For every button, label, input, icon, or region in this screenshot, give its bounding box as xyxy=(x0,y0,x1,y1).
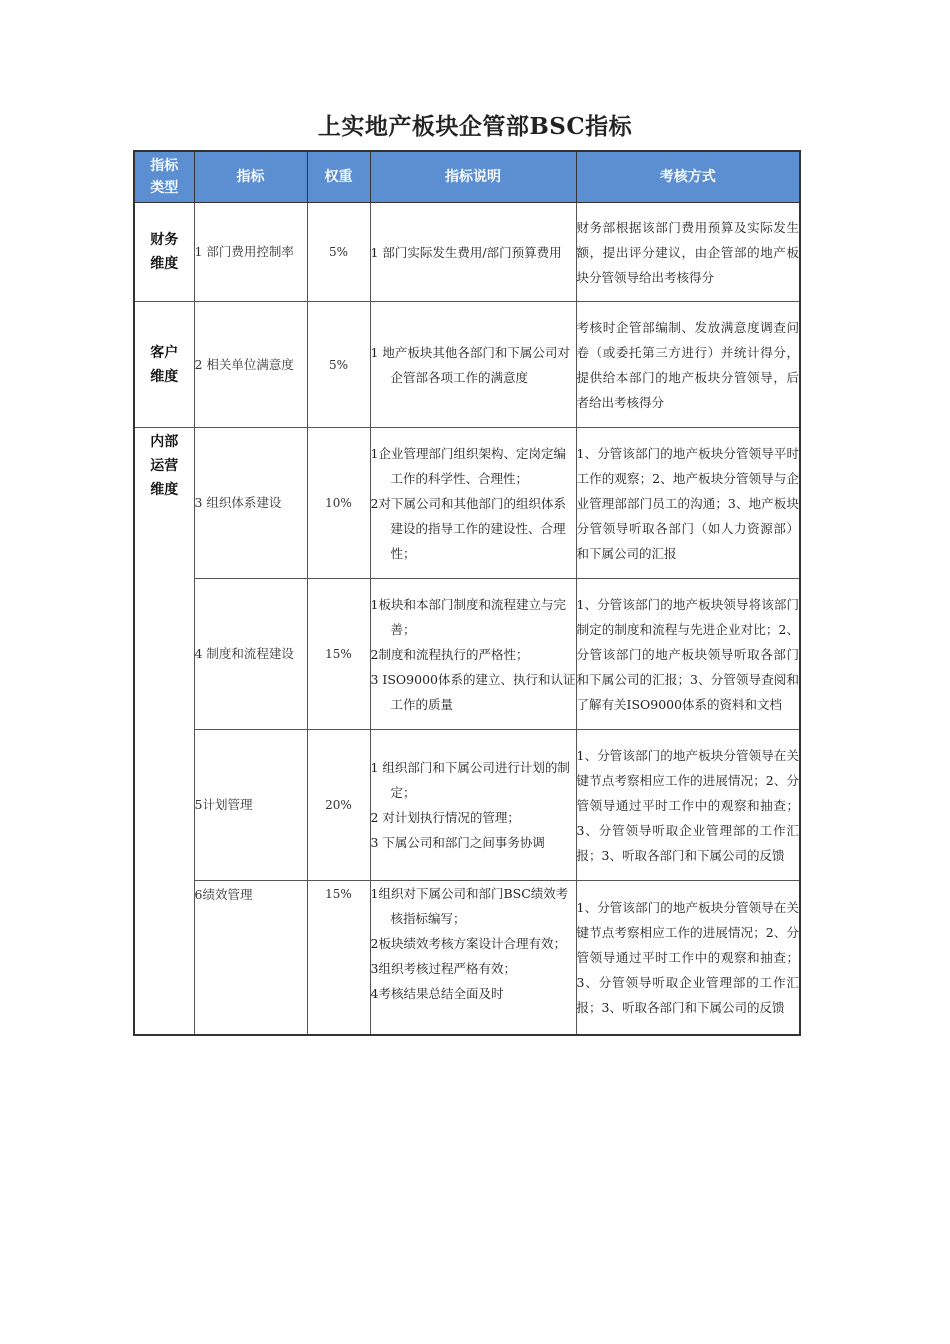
page-title: 上实地产板块企管部BSC指标 xyxy=(317,113,633,140)
table-header-row xyxy=(134,151,800,203)
indicator-name: 2 相关单位满意度 xyxy=(194,356,294,372)
indicator-cell xyxy=(194,428,307,579)
method-cell: 财务部根据该部门费用预算及实际发生额，提出评分建议，由企管部的地产板块分管领导给出考核得分 xyxy=(576,203,800,302)
category-customer xyxy=(134,302,194,428)
description-line: 1企业管理部门组织架构、定岗定编工作的科学性、合理性； xyxy=(370,445,566,486)
category-internal-label: 内部运营维度 xyxy=(150,434,179,498)
header-weight: 权重 xyxy=(307,151,370,203)
description-line: 1 部门实际发生费用/部门预算费用 xyxy=(370,244,562,260)
weight-cell: 5% xyxy=(307,302,370,428)
indicator-cell xyxy=(194,302,307,428)
indicator-cell xyxy=(194,203,307,302)
header-description: 指标说明 xyxy=(370,151,576,203)
description-line: 3 ISO9000体系的建立、执行和认证工作的质量 xyxy=(370,671,576,712)
description-cell xyxy=(370,203,576,302)
method-cell: 1、分管该部门的地产板块分管领导平时工作的观察；2、地产板块分管领导与企业管理部部门员工的沟通；3、地产板块分管领导听取各部门（如人力资源部）和下属公司的汇报 xyxy=(576,428,800,579)
description-line: 1 地产板块其他各部门和下属公司对企管部各项工作的满意度 xyxy=(370,344,570,385)
method-cell: 1、分管该部门的地产板块领导将该部门制定的制度和流程与先进企业对比；2、分管该部门的地产板块领导听取各部门和下属公司的汇报；3、分管领导查阅和了解有关ISO9000体系的资料和文档 xyxy=(576,579,800,730)
description-cell xyxy=(370,881,576,1036)
indicator-cell xyxy=(194,881,307,1036)
category-finance xyxy=(134,203,194,302)
table-row xyxy=(134,730,800,881)
header-method: 考核方式 xyxy=(576,151,800,203)
category-finance-label: 财务维度 xyxy=(150,232,179,272)
description-line: 1板块和本部门制度和流程建立与完善； xyxy=(370,596,566,637)
header-type xyxy=(134,151,194,203)
category-customer-label: 客户维度 xyxy=(150,344,179,385)
description-line: 2 对计划执行情况的管理； xyxy=(370,810,520,825)
description-line: 1组织对下属公司和部门BSC绩效考核指标编写； xyxy=(370,886,569,926)
indicator-name: 3 组织体系建设 xyxy=(194,495,282,510)
description-cell xyxy=(370,579,576,730)
indicator-name: 5计划管理 xyxy=(194,797,253,812)
indicator-name: 1 部门费用控制率 xyxy=(194,244,294,259)
table-row xyxy=(134,203,800,302)
weight-cell: 15% xyxy=(307,881,370,1036)
description-line: 1 组织部门和下属公司进行计划的制定； xyxy=(370,760,570,800)
indicator-cell xyxy=(194,730,307,881)
indicator-cell xyxy=(194,579,307,730)
indicator-name: 4 制度和流程建设 xyxy=(194,646,294,661)
description-line: 2制度和流程执行的严格性； xyxy=(370,646,529,662)
description-cell xyxy=(370,730,576,881)
header-indicator: 指标 xyxy=(194,151,307,203)
description-cell xyxy=(370,302,576,428)
category-internal xyxy=(134,428,194,1036)
weight-cell: 15% xyxy=(307,579,370,730)
method-cell: 1、分管该部门的地产板块分管领导在关键节点考察相应工作的进展情况；2、分管领导通过平时工作中的观察和抽查；3、分管领导听取企业管理部的工作汇报；3、听取各部门和下属公司的反馈 xyxy=(576,881,800,1036)
description-cell xyxy=(370,428,576,579)
weight-cell: 20% xyxy=(307,730,370,881)
weight-cell: 5% xyxy=(307,203,370,302)
indicator-name: 6绩效管理 xyxy=(194,887,253,902)
method-cell: 1、分管该部门的地产板块分管领导在关键节点考察相应工作的进展情况；2、分管领导通过平时工作中的观察和抽查；3、分管领导听取企业管理部的工作汇报；3、听取各部门和下属公司的反馈 xyxy=(576,730,800,881)
bsc-indicator-table xyxy=(133,150,801,1036)
weight-cell: 10% xyxy=(307,428,370,579)
description-line: 2对下属公司和其他部门的组织体系建设的指导工作的建设性、合理性； xyxy=(370,495,566,561)
table-row xyxy=(134,579,800,730)
description-line: 3组织考核过程严格有效； xyxy=(370,961,516,976)
table-row xyxy=(134,302,800,428)
description-line: 4考核结果总结全面及时 xyxy=(370,986,504,1001)
header-type-label: 指标类型 xyxy=(150,158,179,196)
method-cell: 考核时企管部编制、发放满意度调查问卷（或委托第三方进行）并统计得分，提供给本部门的地产板块分管领导，后者给出考核得分 xyxy=(576,302,800,428)
description-line: 3 下属公司和部门之间事务协调 xyxy=(370,835,545,850)
table-row xyxy=(134,428,800,579)
table-row xyxy=(134,881,800,1036)
description-line: 2板块绩效考核方案设计合理有效； xyxy=(370,936,566,951)
